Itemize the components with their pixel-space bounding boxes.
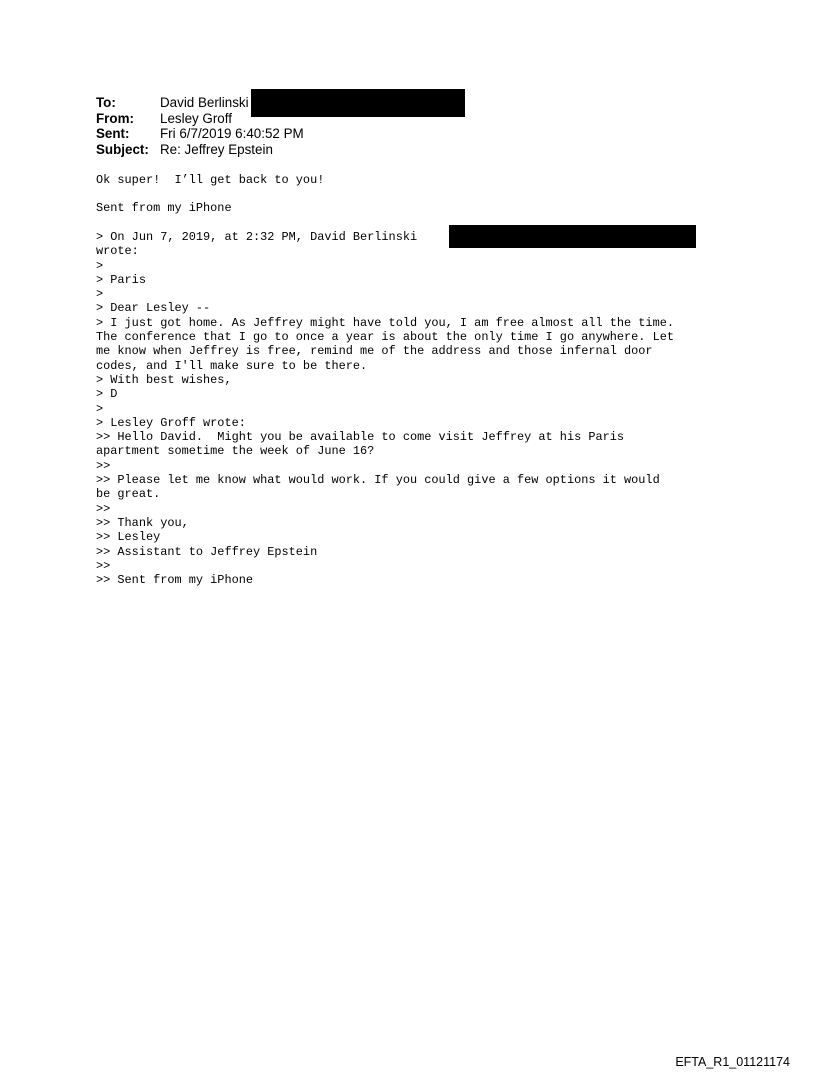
quoted-line: >> Lesley: [96, 530, 161, 545]
quoted-line: The conference that I go to once a year is about the only time I go anywhere. Let: [96, 330, 674, 345]
quoted-line: >> Sent from my iPhone: [96, 573, 253, 588]
quoted-line: >: [96, 401, 104, 416]
quoted-line: > Dear Lesley --: [96, 301, 211, 316]
quoted-line: > D: [96, 387, 118, 402]
quoted-line: >: [96, 287, 104, 302]
redaction-box-to: [251, 89, 465, 117]
quoted-line: > I just got home. As Jeffrey might have told you, I am free almost all the time.: [96, 315, 674, 330]
from-value: Lesley Groff: [160, 110, 232, 126]
quoted-line: me know when Jeffrey is free, remind me of the address and those infernal door: [96, 344, 653, 359]
redaction-box-quote: [449, 225, 696, 248]
quoted-line: > On Jun 7, 2019, at 2:32 PM, David Berlinski: [96, 230, 418, 244]
subject-label: Subject:: [96, 141, 149, 157]
quoted-line: >: [96, 258, 104, 273]
to-value: David Berlinski: [160, 95, 249, 110]
quoted-line: apartment sometime the week of June 16?: [96, 444, 375, 459]
quoted-line: wrote:: [96, 244, 139, 259]
quoted-line: codes, and I'll make sure to be there.: [96, 358, 368, 373]
quoted-line: >>: [96, 458, 111, 473]
quoted-line: be great.: [96, 487, 161, 502]
quoted-line: > With best wishes,: [96, 372, 232, 387]
quoted-line: >> Assistant to Jeffrey Epstein: [96, 544, 318, 559]
sent-row: [96, 126, 304, 142]
document-id: EFTA_R1_01121174: [675, 1055, 790, 1069]
to-label: To:: [96, 95, 116, 110]
sent-label: Sent:: [96, 126, 130, 142]
body-line-reply: Ok super! I’ll get back to you!: [96, 173, 325, 187]
quoted-line: >> Thank you,: [96, 515, 189, 530]
quoted-line: > Paris: [96, 272, 146, 287]
quoted-line: >> Please let me know what would work. If you could give a few options it would: [96, 473, 660, 488]
quoted-line: >> Hello David. Might you be available to come visit Jeffrey at his Paris: [96, 430, 625, 445]
quoted-line: > Lesley Groff wrote:: [96, 415, 246, 430]
quoted-line: >>: [96, 558, 111, 573]
quoted-message: [96, 230, 674, 587]
body-line-signature: Sent from my iPhone: [96, 201, 232, 215]
subject-value: Re: Jeffrey Epstein: [160, 141, 273, 157]
subject-row: [96, 142, 304, 158]
quoted-line: >>: [96, 501, 111, 516]
from-label: From:: [96, 110, 134, 126]
sent-value: Fri 6/7/2019 6:40:52 PM: [160, 126, 304, 142]
